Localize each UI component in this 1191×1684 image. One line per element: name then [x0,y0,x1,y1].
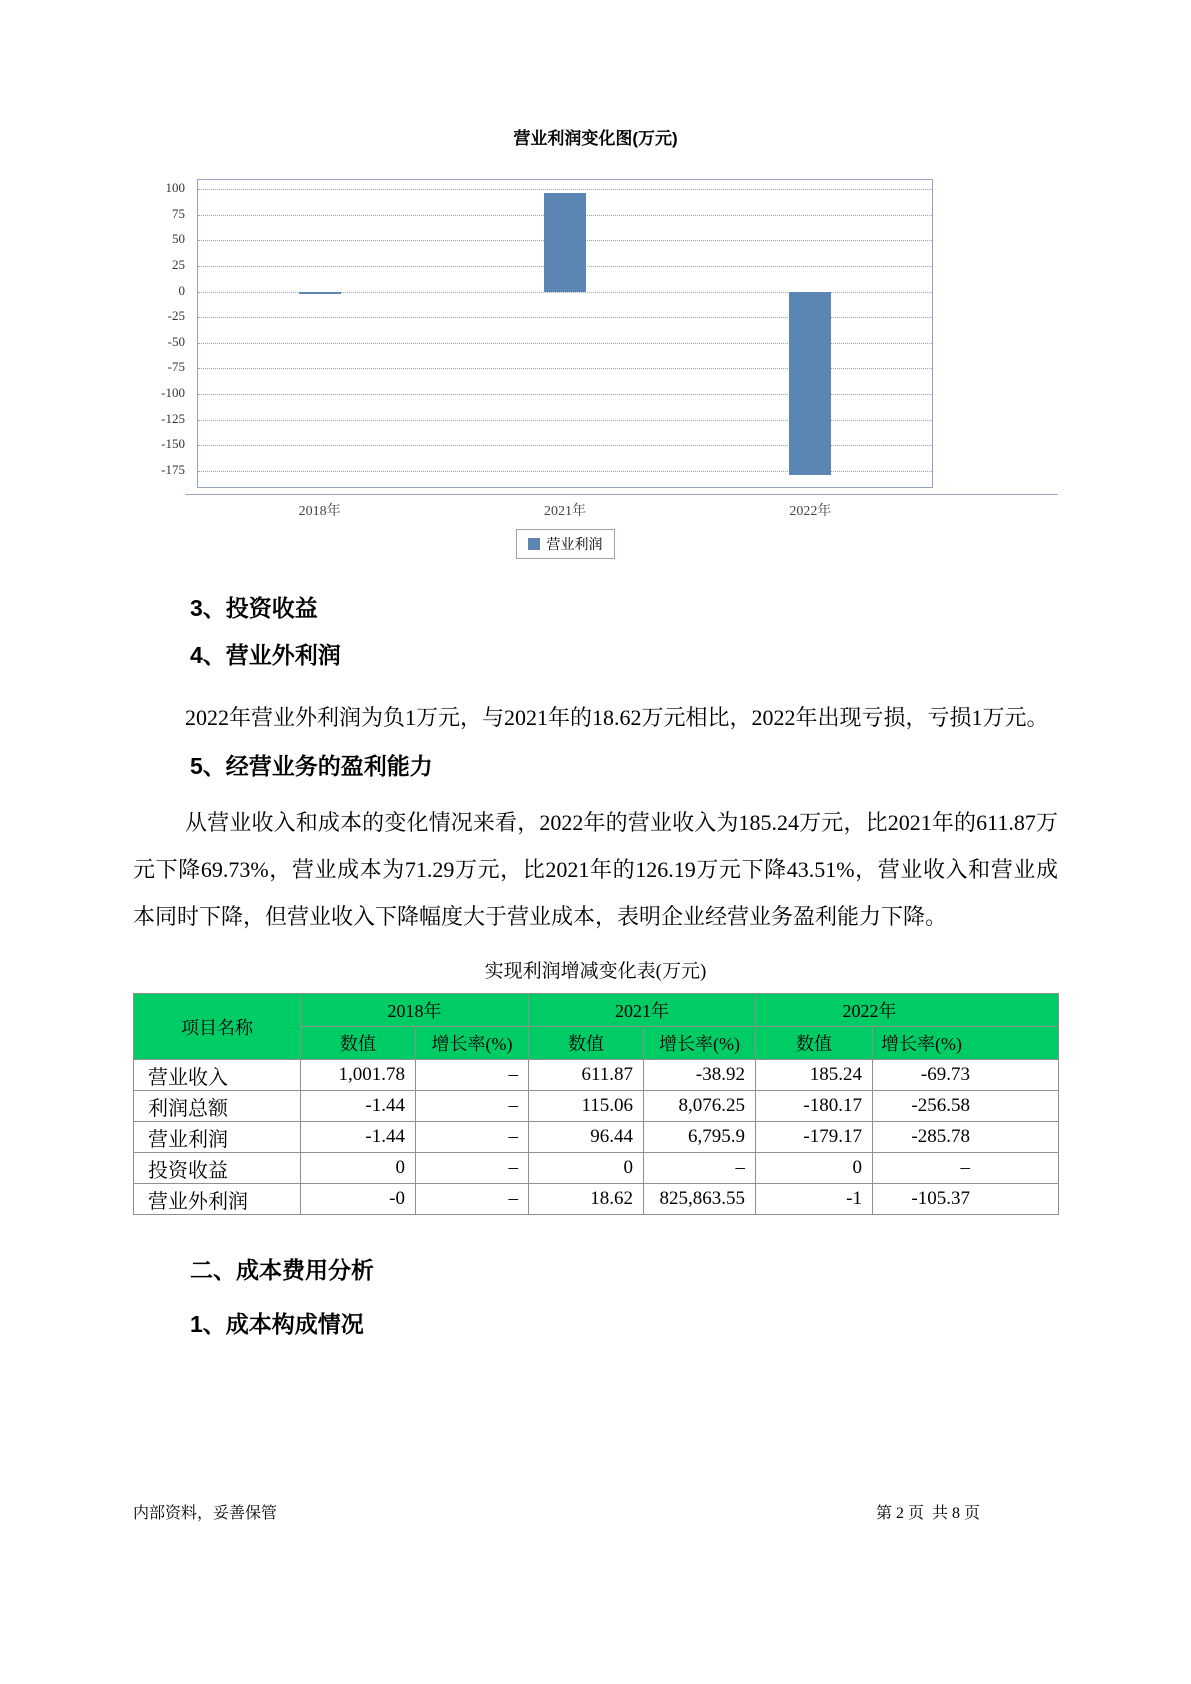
cell-value: 1,001.78 [301,1060,416,1091]
heading-non-operating-profit: 4、营业外利润 [190,642,341,668]
legend-label: 营业利润 [546,538,603,553]
col-header-year-2021: 2021年 [529,994,756,1027]
cell-value: 8,076.25 [644,1091,756,1122]
table-header-group-row [134,994,1059,1027]
y-tick-label: -125 [161,410,185,426]
heading-cost-expense-analysis: 二、成本费用分析 [190,1257,374,1283]
table-title: 实现利润增减变化表(万元) [484,961,707,982]
cell-value: – [416,1060,529,1091]
cell-value: 115.06 [529,1091,644,1122]
heading-operating-profitability: 5、经营业务的盈利能力 [190,753,433,779]
paragraph-non-operating-profit: 2022年营业外利润为负1万元，与2021年的18.62万元相比，2022年出现亏损，亏损1万元。 [185,705,1049,730]
heading-investment-income: 3、投资收益 [190,595,318,621]
cell-value: 18.62 [529,1184,644,1215]
y-tick-label: -25 [167,308,185,324]
cell-value: 825,863.55 [644,1184,756,1215]
cell-value: -1 [756,1184,873,1215]
y-tick-label: -100 [161,385,185,401]
document-body [0,593,1191,940]
y-tick-label: 0 [178,282,185,298]
y-tick-label: 25 [172,256,185,272]
y-tick-label: -150 [161,436,185,452]
cell-value: -1.44 [301,1122,416,1153]
cell-value: – [416,1122,529,1153]
table-row [134,1091,1059,1122]
col-header-item-name: 项目名称 [134,994,301,1060]
col-header-growth-rate: 增长率(%) [873,1027,1059,1060]
row-label: 营业利润 [134,1122,301,1153]
table-row [134,1060,1059,1091]
bar-2021年 [544,193,586,292]
table-row [134,1122,1059,1153]
cell-value: -69.73 [873,1060,1059,1091]
x-tick-label: 2022年 [789,504,832,519]
bar-2018年 [299,292,341,294]
y-tick-label: -175 [161,462,185,477]
col-header-value: 数值 [756,1027,873,1060]
cell-value: 6,795.9 [644,1122,756,1153]
bar-chart [133,179,1058,559]
document-body-lower [0,1255,1191,1339]
y-tick-label: -50 [167,333,185,349]
cell-value: -1.44 [301,1091,416,1122]
y-tick-label: 75 [172,205,185,221]
chart-title: 营业利润变化图(万元) [513,129,678,148]
cell-value: 611.87 [529,1060,644,1091]
col-header-growth-rate: 增长率(%) [644,1027,756,1060]
bar-2022年 [789,292,831,476]
chart-plot-area [197,179,933,488]
col-header-growth-rate: 增长率(%) [416,1027,529,1060]
cell-value: -0 [301,1184,416,1215]
chart-area [133,179,1058,488]
cell-value: -180.17 [756,1091,873,1122]
chart-legend-row [197,529,933,559]
row-label: 营业外利润 [134,1184,301,1215]
cell-value: 0 [756,1153,873,1184]
cell-value: -256.58 [873,1091,1059,1122]
footer-page-number: 第 2 页 共 8 页 [875,1505,980,1522]
col-header-value: 数值 [301,1027,416,1060]
legend-swatch-icon [528,538,540,550]
chart-legend [516,529,615,559]
cell-value: -285.78 [873,1122,1059,1153]
chart-x-axis [197,495,933,523]
cell-value: – [416,1184,529,1215]
cell-value: 0 [529,1153,644,1184]
cell-value: -38.92 [644,1060,756,1091]
profit-change-table [133,993,1059,1215]
col-header-year-2018: 2018年 [301,994,529,1027]
cell-value: 0 [301,1153,416,1184]
cell-value: -105.37 [873,1184,1059,1215]
table-row [134,1153,1059,1184]
col-header-value: 数值 [529,1027,644,1060]
row-label: 营业收入 [134,1060,301,1091]
col-header-year-2022: 2022年 [756,994,1059,1027]
cell-value: -179.17 [756,1122,873,1153]
gridline [198,189,932,190]
paragraph-operating-profitability: 从营业收入和成本的变化情况来看，2022年的营业收入为185.24万元，比2021年的611.87万元下降69.73%，营业成本为71.29万元，比2021年的126.19万元下降43.51%，营业收入和营业成本同时下降，但营业收入下降幅度大于营业成本，表明企业经营业务盈利能力下降。 [133,810,1058,929]
cell-value: – [416,1091,529,1122]
x-tick-label: 2018年 [298,504,341,519]
y-tick-label: 100 [165,180,185,195]
cell-value: 96.44 [529,1122,644,1153]
y-tick-label: 50 [172,231,185,247]
row-label: 投资收益 [134,1153,301,1184]
heading-cost-composition: 1、成本构成情况 [190,1311,364,1337]
y-tick-label: -75 [167,359,185,375]
cell-value: – [416,1153,529,1184]
table-row [134,1184,1059,1215]
cell-value: 185.24 [756,1060,873,1091]
chart-y-axis [133,179,193,488]
x-tick-label: 2021年 [544,504,586,519]
cell-value: – [644,1153,756,1184]
row-label: 利润总额 [134,1091,301,1122]
cell-value: – [873,1153,1059,1184]
footer-confidential-note: 内部资料，妥善保管 [133,1505,278,1522]
